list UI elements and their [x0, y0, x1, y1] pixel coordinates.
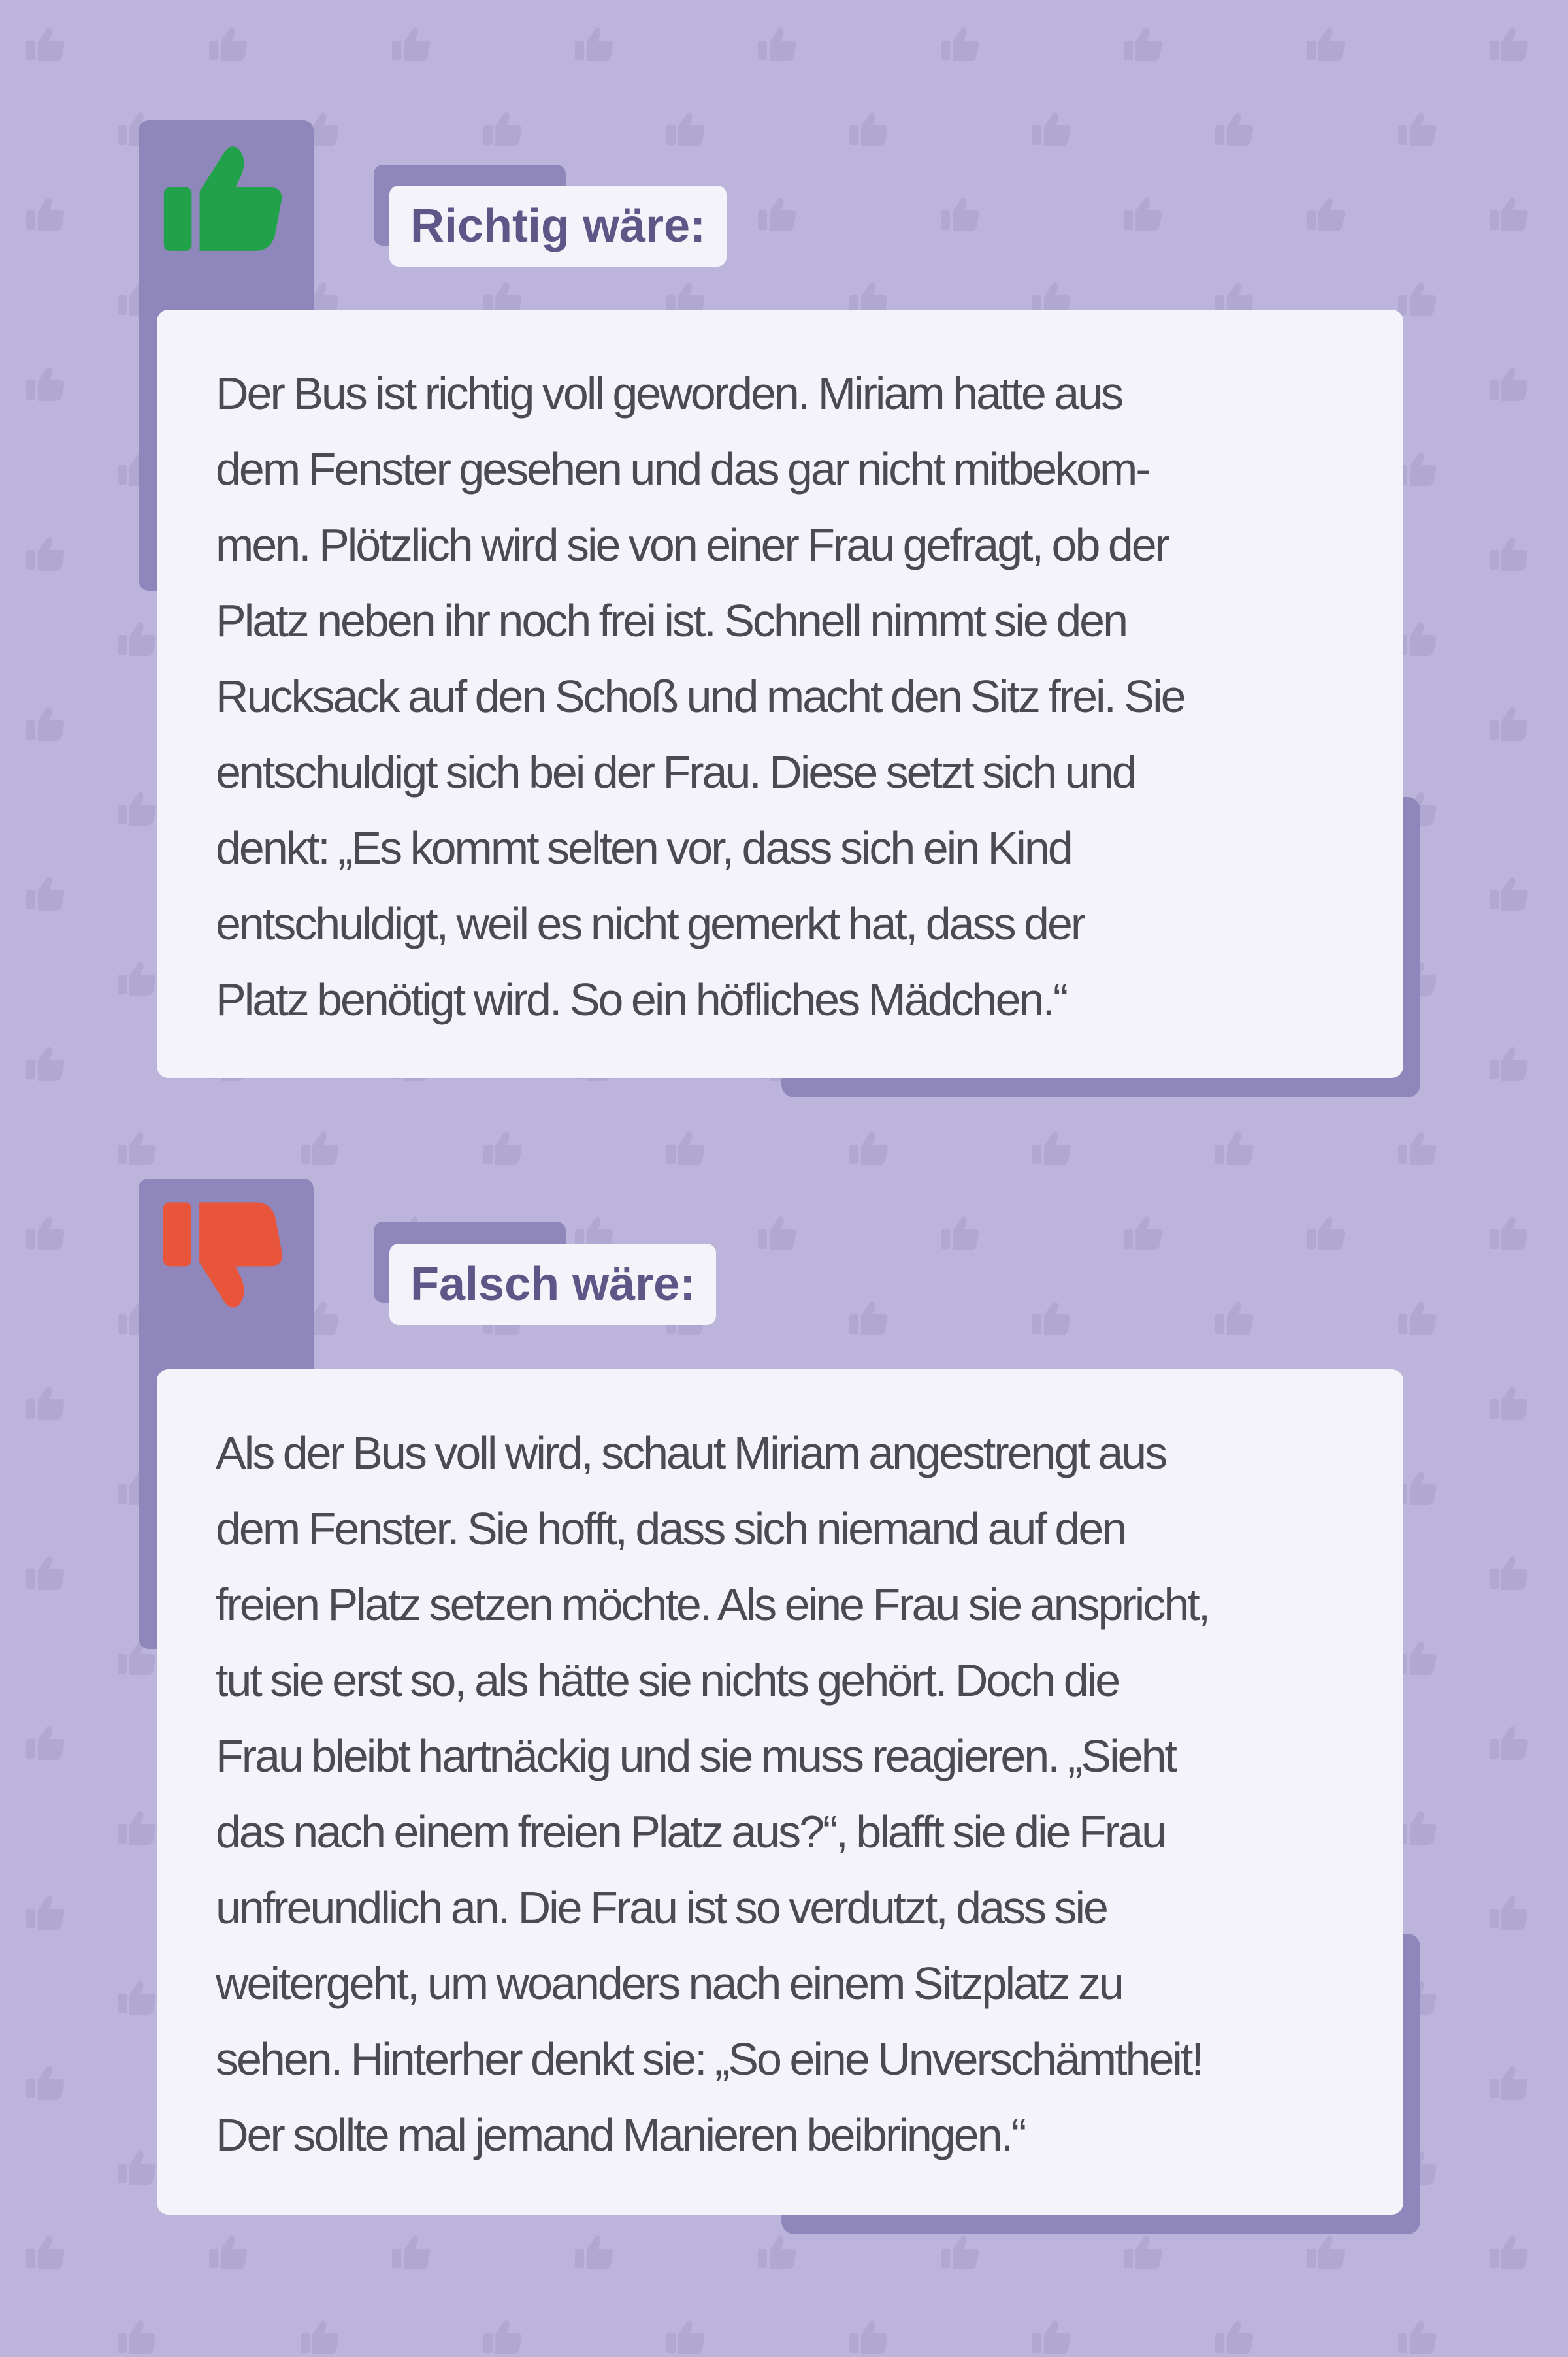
- correct-label: Richtig wäre:: [389, 186, 727, 267]
- thumbs-down-icon: [163, 1195, 287, 1313]
- thumbs-up-icon: [163, 144, 287, 255]
- wrong-card: [157, 1369, 1403, 2215]
- wrong-label: Falsch wäre:: [389, 1244, 716, 1325]
- correct-card: [157, 310, 1403, 1078]
- wrong-text: Als der Bus voll wird, schaut Miriam angestrengt aus dem Fenster. Sie hofft, dass sich niemand auf den freien Platz setzen möchte. Als eine Frau sie anspricht, tut sie erst so, als hätte sie nichts gehört. Doch die Frau bleibt hartnäckig und sie muss reagieren. „Sieht das nach einem freien Platz aus?“, blafft sie die Frau unfreundlich an. Die Frau ist so verdutzt, dass sie weitergeht, um woanders nach einem Sitzplatz zu sehen. Hinterher denkt sie: „So eine Unverschämtheit! Der sollte mal jemand Manieren beibringen.“: [216, 1427, 1209, 2160]
- correct-text: Der Bus ist richtig voll geworden. Miriam hatte aus dem Fenster gesehen und das gar nicht mitbekom- men. Plötzlich wird sie von einer Frau gefragt, ob der Platz neben ihr noch frei ist. Schnell nimmt sie den Rucksack auf den Schoß und macht den Sitz frei. Sie entschuldigt sich bei der Frau. Diese setzt sich und denkt: „Es kommt selten vor, dass sich ein Kind entschuldigt, weil es nicht gemerkt hat, dass der Platz benötigt wird. So ein höfliches Mädchen.“: [216, 368, 1184, 1025]
